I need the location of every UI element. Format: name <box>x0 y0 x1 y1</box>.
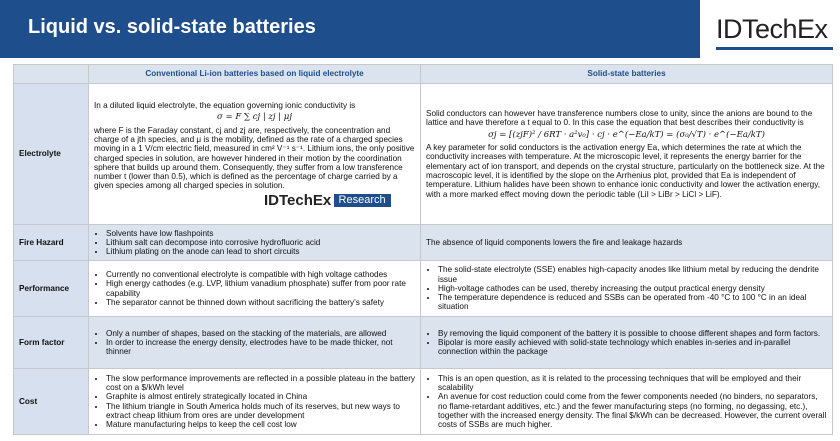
table-header-row <box>14 65 833 84</box>
performance-liquid-cell <box>89 261 421 317</box>
row-cost <box>14 369 833 435</box>
list-item: • The slow performance improvements are reflected in a possible plateau in the battery cost on a $/kWh level <box>106 374 415 393</box>
list-item: • Currently no conventional electrolyte is compatible with high voltage cathodes <box>106 270 415 279</box>
page-title: Liquid vs. solid-state batteries <box>28 16 316 38</box>
performance-solid-cell <box>421 261 833 317</box>
list-item: • An avenue for cost reduction could come from the fewer components needed (no binders, no separators, no flame-retardant additives, etc.) and the fewer manufacturing steps (no forming, no degassing, etc.), together with the increased energy density. The final $/kWh can be decreased. However, the current overall costs of SSBs are much higher. <box>438 392 827 429</box>
title-bar <box>0 0 700 58</box>
col-header-solid: Solid-state batteries <box>421 65 833 84</box>
cost-liquid-cell <box>89 369 421 435</box>
list-item: • The lithium triangle in South America holds much of its reserves, but new ways to extract cheap lithium from ores are under development <box>106 402 415 421</box>
watermark-research: Research <box>334 194 391 207</box>
col-header-liquid: Conventional Li-ion batteries based on liquid electrolyte <box>89 65 421 84</box>
list-item: • Graphite is almost entirely strategically located in China <box>106 392 415 401</box>
row-label-form-factor: Form factor <box>14 317 89 369</box>
list-item: • In order to increase the energy density, electrodes have to be made thicker, not thinner <box>106 338 415 357</box>
form-factor-solid-cell <box>421 317 833 369</box>
row-form-factor <box>14 317 833 369</box>
row-label-electrolyte: Electrolyte <box>14 84 89 225</box>
electrolyte-liquid-cell <box>89 84 421 225</box>
form-factor-liquid-cell <box>89 317 421 369</box>
list-item: • By removing the liquid component of the battery it is possible to choose different shapes and form factors. <box>438 329 827 338</box>
research-watermark <box>264 191 391 209</box>
list-item: • The temperature dependence is reduced and SSBs can be operated from -40 °C to 100 °C in an ideal situation <box>438 293 827 312</box>
row-label-fire-hazard: Fire Hazard <box>14 225 89 261</box>
liquid-body: where F is the Faraday constant, cj and zj are, respectively, the concentration and charge of a jth species, and μ is the mobility, defined as the rate of a charged species moving in a 1 V/cm electric field, measured in cm² V⁻¹ s⁻¹. Lithium ions, the only positive charged species in solution, are however hindered in their motion by the coordination sphere that builds up around them. Consequently, they suffer from a low transference number t (lower than 0.5), which is defined as the percentage of charge carried by a given species among all charged species in solution. <box>94 125 415 191</box>
list-item: • High-voltage cathodes can be used, thereby increasing the output practical energy density <box>438 284 827 293</box>
list-item: • Mature manufacturing helps to keep the cell cost low <box>106 420 415 429</box>
watermark-brand: IDTechEx <box>264 191 332 209</box>
list-item: • Bipolar is more easily achieved with solid-state technology which enables in-series and in-parallel connection within the package <box>438 338 827 357</box>
cost-solid-cell <box>421 369 833 435</box>
list-item: • Solvents have low flashpoints <box>106 229 415 238</box>
list-item: • Lithium plating on the anode can lead to short circuits <box>106 247 415 256</box>
comparison-table <box>13 64 833 435</box>
row-electrolyte <box>14 84 833 225</box>
logo-underline <box>716 47 833 50</box>
corner-cell <box>14 65 89 84</box>
electrolyte-solid-cell <box>421 84 833 225</box>
solid-formula: σj = [(zjF)² / 6RT · a²v₀] · cj · e^(−Ea/kT) = (σ₀/√T) · e^(−Ea/kT) <box>488 129 765 140</box>
fire-hazard-liquid-cell <box>89 225 421 261</box>
row-label-cost: Cost <box>14 369 89 435</box>
row-label-performance: Performance <box>14 261 89 317</box>
row-performance <box>14 261 833 317</box>
solid-body: A key parameter for solid conductors is the activation energy Ea, which determines the rate at which the conductivity increases with temperature. At the microscopic level, it represents the energy barrier for the elementary act of ion transport, and depends on the crystal structure, particularly on the bottleneck size. At the macroscopic level, it is identified by the slope on the Arrhenius plot, provided that Ea is independent of temperature. Lithium halides have been shown to enhance ionic conductivity and lower the activation energy, with a more marked effect moving down the periodic table (LiI > LiBr > LiCl > LiF). <box>426 143 825 199</box>
list-item: • High energy cathodes (e.g. LVP, lithium vanadium phosphate) suffer from poor rate capability <box>106 279 415 298</box>
liquid-formula: σ = F ∑ cj | zj | μj <box>217 112 292 123</box>
list-item: • Lithium salt can decompose into corrosive hydrofluoric acid <box>106 238 415 247</box>
row-fire-hazard <box>14 225 833 261</box>
list-item: • Only a number of shapes, based on the stacking of the materials, are allowed <box>106 329 415 338</box>
idtechex-logo: IDTechEx <box>716 14 828 44</box>
list-item: • This is an open question, as it is related to the processing techniques that will be employed and their scalability <box>438 374 827 393</box>
list-item: • The separator cannot be thinned down without sacrificing the battery’s safety <box>106 298 415 307</box>
solid-intro: Solid conductors can however have transference numbers close to unity, since the anions are bound to the lattice and have therefore a t equal to 0. In this case the equation that best describes their conductivity is <box>426 109 813 128</box>
fire-hazard-solid-cell: The absence of liquid components lowers the fire and leakage hazards <box>421 225 833 261</box>
liquid-intro: In a diluted liquid electrolyte, the equation governing ionic conductivity is <box>94 101 356 111</box>
list-item: • The solid-state electrolyte (SSE) enables high-capacity anodes like lithium metal by reducing the dendrite issue <box>438 265 827 284</box>
